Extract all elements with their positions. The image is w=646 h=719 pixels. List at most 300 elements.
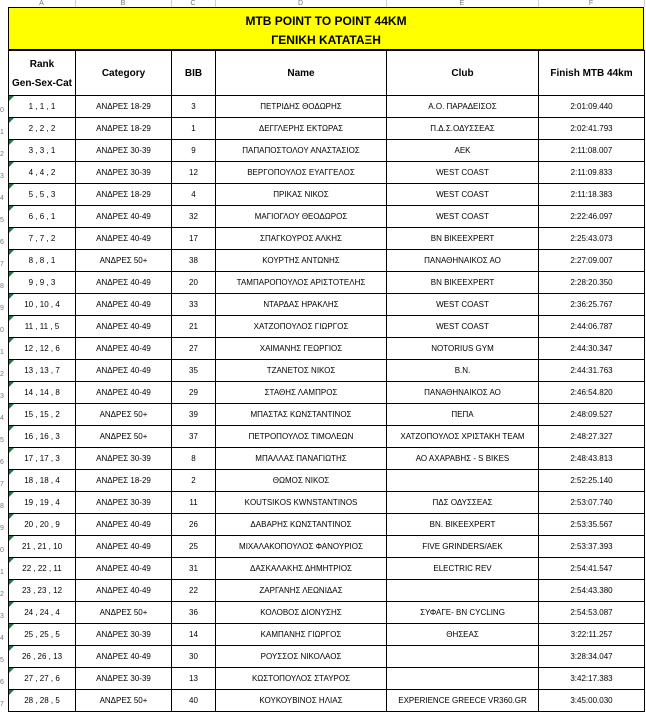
cell-rank[interactable] <box>9 646 76 668</box>
cell-finish-text: 2:54:53.087 <box>570 608 613 617</box>
cell-rank[interactable] <box>9 558 76 580</box>
cell-finish-text: 2:28:20.350 <box>570 278 613 287</box>
cell-club[interactable] <box>387 404 539 426</box>
cell-category[interactable] <box>76 118 172 140</box>
cell-club-text: ΑΕΚ <box>454 146 471 155</box>
cell-finish[interactable] <box>539 338 645 360</box>
cell-rank[interactable] <box>9 360 76 382</box>
cell-rank-text: 10 , 10 , 4 <box>24 300 60 309</box>
cell-bib[interactable] <box>172 382 216 404</box>
comment-marker-icon <box>9 492 14 497</box>
cell-finish[interactable] <box>539 492 645 514</box>
column-letter[interactable]: F <box>538 0 645 7</box>
table-row <box>9 228 645 250</box>
cell-finish[interactable] <box>539 228 645 250</box>
table-row <box>9 602 645 624</box>
cell-finish[interactable] <box>539 382 645 404</box>
cell-rank[interactable] <box>9 514 76 536</box>
cell-finish[interactable] <box>539 118 645 140</box>
cell-rank[interactable] <box>9 162 76 184</box>
cell-name[interactable] <box>216 162 387 184</box>
cell-finish[interactable] <box>539 668 645 690</box>
cell-category[interactable] <box>76 624 172 646</box>
row-number[interactable]: 7 <box>0 701 4 708</box>
cell-category[interactable] <box>76 470 172 492</box>
cell-rank[interactable] <box>9 316 76 338</box>
cell-name[interactable] <box>216 140 387 162</box>
table-row <box>9 140 645 162</box>
cell-name[interactable] <box>216 382 387 404</box>
cell-finish[interactable] <box>539 272 645 294</box>
cell-club[interactable] <box>387 382 539 404</box>
cell-name[interactable] <box>216 514 387 536</box>
cell-name[interactable] <box>216 184 387 206</box>
cell-category[interactable] <box>76 228 172 250</box>
table-row <box>9 492 645 514</box>
cell-category[interactable] <box>76 360 172 382</box>
cell-finish[interactable] <box>539 140 645 162</box>
cell-finish[interactable] <box>539 294 645 316</box>
cell-name[interactable] <box>216 338 387 360</box>
cell-club[interactable] <box>387 580 539 602</box>
cell-category-text: ΑΝΔΡΕΣ 18-29 <box>96 124 151 133</box>
comment-marker-icon <box>9 580 14 585</box>
cell-finish-text: 3:28:34.047 <box>570 652 613 661</box>
cell-name-text: ΠΕΤΡΟΠΟΥΛΟΣ ΤΙΜΟΛΕΩΝ <box>248 432 354 441</box>
cell-rank[interactable] <box>9 448 76 470</box>
cell-finish-text: 2:54:43.380 <box>570 586 613 595</box>
cell-rank[interactable] <box>9 206 76 228</box>
row-number[interactable]: 6 <box>0 239 4 246</box>
cell-club[interactable] <box>387 206 539 228</box>
cell-club-text: BN BIKEEXPERT <box>430 278 495 287</box>
cell-rank-text: 2 , 2 , 2 <box>28 124 56 133</box>
cell-category[interactable] <box>76 558 172 580</box>
row-number[interactable]: 1 <box>0 569 4 576</box>
cell-finish[interactable] <box>539 360 645 382</box>
row-number[interactable]: 0 <box>0 327 4 334</box>
cell-name[interactable] <box>216 492 387 514</box>
cell-name[interactable] <box>216 360 387 382</box>
cell-name[interactable] <box>216 316 387 338</box>
cell-rank[interactable] <box>9 294 76 316</box>
cell-finish-text: 2:53:35.567 <box>570 520 613 529</box>
cell-club[interactable] <box>387 448 539 470</box>
cell-club[interactable] <box>387 316 539 338</box>
cell-category[interactable] <box>76 646 172 668</box>
cell-bib[interactable] <box>172 206 216 228</box>
cell-name-text: KOUTSIKOS KWNSTANTINOS <box>244 498 358 507</box>
cell-bib[interactable] <box>172 646 216 668</box>
cell-bib[interactable] <box>172 294 216 316</box>
cell-category[interactable] <box>76 668 172 690</box>
row-number[interactable]: 6 <box>0 679 4 686</box>
cell-category[interactable] <box>76 294 172 316</box>
cell-category[interactable] <box>76 448 172 470</box>
cell-name[interactable] <box>216 426 387 448</box>
header-club[interactable]: Club <box>387 51 539 96</box>
cell-name[interactable] <box>216 536 387 558</box>
comment-marker-icon <box>9 536 14 541</box>
cell-club-text: ΠΕΠΑ <box>451 410 474 419</box>
row-number[interactable]: 2 <box>0 591 4 598</box>
cell-category[interactable] <box>76 338 172 360</box>
row-number[interactable]: 4 <box>0 635 4 642</box>
row-number[interactable]: 5 <box>0 437 4 444</box>
cell-bib-text: 13 <box>189 674 198 683</box>
cell-finish-text: 3:22:11.257 <box>570 630 613 639</box>
cell-bib[interactable] <box>172 118 216 140</box>
cell-finish[interactable] <box>539 184 645 206</box>
cell-rank[interactable] <box>9 140 76 162</box>
cell-club[interactable] <box>387 294 539 316</box>
cell-club[interactable] <box>387 96 539 118</box>
cell-category-text: ΑΝΔΡΕΣ 40-49 <box>96 388 151 397</box>
row-number[interactable]: 3 <box>0 393 4 400</box>
cell-club[interactable] <box>387 228 539 250</box>
cell-finish-text: 2:11:18.383 <box>570 190 613 199</box>
cell-category-text: ΑΝΔΡΕΣ 18-29 <box>96 476 151 485</box>
cell-finish-text: 2:44:30.347 <box>570 344 613 353</box>
cell-bib[interactable] <box>172 162 216 184</box>
cell-name-text: ΜΑΓΙΟΓΛΟΥ ΘΕΟΔΩΡΟΣ <box>254 212 348 221</box>
cell-name[interactable] <box>216 118 387 140</box>
row-number[interactable]: 9 <box>0 525 4 532</box>
cell-finish[interactable] <box>539 536 645 558</box>
row-number[interactable]: 5 <box>0 217 4 224</box>
cell-bib[interactable] <box>172 316 216 338</box>
cell-bib-text: 2 <box>191 476 196 485</box>
cell-bib[interactable] <box>172 492 216 514</box>
table-row <box>9 272 645 294</box>
cell-rank-text: 24 , 24 , 4 <box>24 608 60 617</box>
cell-name[interactable] <box>216 206 387 228</box>
cell-bib[interactable] <box>172 250 216 272</box>
cell-bib-text: 12 <box>189 168 198 177</box>
cell-club[interactable] <box>387 624 539 646</box>
table-row <box>9 360 645 382</box>
cell-club[interactable] <box>387 558 539 580</box>
cell-club[interactable] <box>387 360 539 382</box>
cell-finish[interactable] <box>539 646 645 668</box>
table-row <box>9 426 645 448</box>
cell-name[interactable] <box>216 470 387 492</box>
cell-bib[interactable] <box>172 536 216 558</box>
cell-finish[interactable] <box>539 96 645 118</box>
row-number[interactable]: 4 <box>0 415 4 422</box>
cell-bib[interactable] <box>172 272 216 294</box>
cell-rank[interactable] <box>9 382 76 404</box>
cell-finish[interactable] <box>539 624 645 646</box>
cell-finish[interactable] <box>539 316 645 338</box>
cell-rank[interactable] <box>9 690 76 712</box>
cell-bib[interactable] <box>172 96 216 118</box>
cell-category[interactable] <box>76 426 172 448</box>
cell-club[interactable] <box>387 690 539 712</box>
header-rank-line-1: Rank <box>29 59 55 70</box>
cell-rank[interactable] <box>9 580 76 602</box>
row-number[interactable]: 0 <box>0 547 4 554</box>
cell-category[interactable] <box>76 140 172 162</box>
cell-rank-text: 12 , 12 , 6 <box>24 344 60 353</box>
cell-club-text: FIVE GRINDERS/AEK <box>422 542 503 551</box>
cell-finish[interactable] <box>539 206 645 228</box>
cell-finish[interactable] <box>539 514 645 536</box>
row-number[interactable]: 9 <box>0 305 4 312</box>
cell-club[interactable] <box>387 668 539 690</box>
row-number[interactable]: 3 <box>0 613 4 620</box>
cell-category-text: ΑΝΔΡΕΣ 50+ <box>99 256 148 265</box>
column-letter[interactable]: B <box>75 0 172 7</box>
title-line-2: ΓΕΝΙΚΗ ΚΑΤΑΤΑΞΗ <box>271 33 381 47</box>
cell-category[interactable] <box>76 580 172 602</box>
cell-bib[interactable] <box>172 690 216 712</box>
cell-club-text: ΠΑΝΑΘΗΝΑΙΚΟΣ ΑΟ <box>424 388 501 397</box>
row-number[interactable]: 5 <box>0 657 4 664</box>
cell-club[interactable] <box>387 184 539 206</box>
cell-name[interactable] <box>216 580 387 602</box>
cell-rank[interactable] <box>9 624 76 646</box>
cell-bib[interactable] <box>172 602 216 624</box>
cell-rank-text: 11 , 11 , 5 <box>24 322 60 331</box>
cell-bib[interactable] <box>172 580 216 602</box>
cell-bib[interactable] <box>172 470 216 492</box>
cell-finish-text: 2:44:31.763 <box>570 366 613 375</box>
cell-club[interactable] <box>387 492 539 514</box>
cell-category[interactable] <box>76 602 172 624</box>
row-number[interactable]: 2 <box>0 371 4 378</box>
cell-name[interactable] <box>216 272 387 294</box>
cell-bib[interactable] <box>172 140 216 162</box>
cell-club[interactable] <box>387 272 539 294</box>
cell-category[interactable] <box>76 206 172 228</box>
table-row <box>9 382 645 404</box>
cell-rank-text: 21 , 21 , 10 <box>21 542 63 551</box>
cell-category[interactable] <box>76 690 172 712</box>
cell-club[interactable] <box>387 140 539 162</box>
cell-club[interactable] <box>387 162 539 184</box>
cell-club-text: WEST COAST <box>436 322 489 331</box>
row-number[interactable]: 6 <box>0 459 4 466</box>
cell-rank[interactable] <box>9 184 76 206</box>
cell-bib[interactable] <box>172 448 216 470</box>
cell-bib[interactable] <box>172 558 216 580</box>
header-name[interactable]: Name <box>216 51 387 96</box>
comment-marker-icon <box>9 602 14 607</box>
cell-club-text: NOTORIUS GYM <box>431 344 494 353</box>
cell-name[interactable] <box>216 690 387 712</box>
row-number[interactable]: 2 <box>0 151 4 158</box>
cell-name-text: ΣΤΑΘΗΣ ΛΑΜΠΡΟΣ <box>264 388 338 397</box>
cell-finish[interactable] <box>539 448 645 470</box>
cell-club[interactable] <box>387 470 539 492</box>
cell-bib[interactable] <box>172 184 216 206</box>
row-number[interactable]: 4 <box>0 195 4 202</box>
cell-club-text: Π.Δ.Σ.ΟΔΥΣΣΕΑΣ <box>430 124 495 133</box>
cell-finish-text: 2:46:54.820 <box>570 388 613 397</box>
table-row <box>9 580 645 602</box>
cell-name[interactable] <box>216 96 387 118</box>
cell-finish[interactable] <box>539 558 645 580</box>
cell-club[interactable] <box>387 602 539 624</box>
cell-rank[interactable] <box>9 536 76 558</box>
cell-finish[interactable] <box>539 404 645 426</box>
cell-club-text: ΣΥΦΑΓΕ- BN CYCLING <box>420 608 505 617</box>
row-number[interactable]: 1 <box>0 349 4 356</box>
cell-category[interactable] <box>76 184 172 206</box>
row-number[interactable]: 7 <box>0 261 4 268</box>
cell-club-text: ΘΗΣΕΑΣ <box>446 630 479 639</box>
cell-finish-text: 2:53:07.740 <box>570 498 613 507</box>
comment-marker-icon <box>9 360 14 365</box>
cell-club[interactable] <box>387 646 539 668</box>
cell-category-text: ΑΝΔΡΕΣ 30-39 <box>96 630 151 639</box>
column-letter[interactable]: E <box>386 0 539 7</box>
cell-name[interactable] <box>216 558 387 580</box>
comment-marker-icon <box>9 690 14 695</box>
cell-bib[interactable] <box>172 624 216 646</box>
header-rank[interactable] <box>9 51 76 96</box>
header-bib[interactable]: BIB <box>172 51 216 96</box>
cell-finish-text: 2:48:27.327 <box>570 432 613 441</box>
comment-marker-icon <box>9 448 14 453</box>
row-number[interactable]: 7 <box>0 481 4 488</box>
cell-rank[interactable] <box>9 228 76 250</box>
title-block[interactable] <box>8 7 644 50</box>
cell-bib[interactable] <box>172 514 216 536</box>
cell-rank[interactable] <box>9 602 76 624</box>
row-number[interactable]: 0 <box>0 107 4 114</box>
cell-category[interactable] <box>76 382 172 404</box>
cell-finish[interactable] <box>539 470 645 492</box>
cell-finish-text: 2:44:06.787 <box>570 322 613 331</box>
cell-rank[interactable] <box>9 272 76 294</box>
cell-club[interactable] <box>387 250 539 272</box>
cell-name-text: ΤΑΜΠΑΡΟΠΟΥΛΟΣ ΑΡΙΣΤΟΤΕΛΗΣ <box>236 278 366 287</box>
header-rank-line-2: Gen-Sex-Cat <box>11 78 72 89</box>
cell-rank[interactable] <box>9 250 76 272</box>
cell-category[interactable] <box>76 316 172 338</box>
cell-club[interactable] <box>387 426 539 448</box>
header-category[interactable]: Category <box>76 51 172 96</box>
cell-category[interactable] <box>76 96 172 118</box>
cell-name[interactable] <box>216 624 387 646</box>
row-number[interactable]: 8 <box>0 283 4 290</box>
row-number[interactable]: 1 <box>0 129 4 136</box>
cell-name-text: ΣΠΑΓΚΟΥΡΟΣ ΑΛΚΗΣ <box>260 234 342 243</box>
cell-name-text: ΔΕΓΓΛΕΡΗΣ ΕΚΤΩΡΑΣ <box>258 124 344 133</box>
cell-name[interactable] <box>216 668 387 690</box>
cell-club[interactable] <box>387 514 539 536</box>
cell-club[interactable] <box>387 118 539 140</box>
cell-category[interactable] <box>76 162 172 184</box>
header-finish[interactable]: Finish MTB 44km <box>539 51 645 96</box>
cell-category-text: ΑΝΔΡΕΣ 18-29 <box>96 190 151 199</box>
cell-finish[interactable] <box>539 602 645 624</box>
cell-finish[interactable] <box>539 426 645 448</box>
cell-rank-text: 18 , 18 , 4 <box>24 476 60 485</box>
cell-finish-text: 2:01:09.440 <box>570 102 613 111</box>
cell-name[interactable] <box>216 228 387 250</box>
cell-name[interactable] <box>216 294 387 316</box>
cell-rank[interactable] <box>9 118 76 140</box>
cell-rank[interactable] <box>9 338 76 360</box>
cell-finish-text: 2:11:09.833 <box>570 168 613 177</box>
cell-name[interactable] <box>216 250 387 272</box>
table-row <box>9 316 645 338</box>
row-number[interactable]: 8 <box>0 503 4 510</box>
cell-name[interactable] <box>216 404 387 426</box>
cell-finish[interactable] <box>539 162 645 184</box>
comment-marker-icon <box>9 118 14 123</box>
cell-bib[interactable] <box>172 338 216 360</box>
cell-category-text: ΑΝΔΡΕΣ 30-39 <box>96 674 151 683</box>
cell-name-text: ΚΟΥΚΟΥΒΙΝΟΣ ΗΛΙΑΣ <box>259 696 343 705</box>
table-row <box>9 96 645 118</box>
cell-category[interactable] <box>76 492 172 514</box>
cell-name-text: ΚΩΣΤΟΠΟΥΛΟΣ ΣΤΑΥΡΟΣ <box>251 674 351 683</box>
cell-bib[interactable] <box>172 360 216 382</box>
cell-bib-text: 32 <box>189 212 198 221</box>
cell-category[interactable] <box>76 272 172 294</box>
cell-bib[interactable] <box>172 426 216 448</box>
cell-rank-text: 3 , 3 , 1 <box>28 146 56 155</box>
column-letter[interactable]: C <box>171 0 216 7</box>
cell-category-text: ΑΝΔΡΕΣ 40-49 <box>96 212 151 221</box>
cell-category[interactable] <box>76 250 172 272</box>
cell-rank[interactable] <box>9 404 76 426</box>
cell-finish-text: 2:48:09.527 <box>570 410 613 419</box>
cell-bib[interactable] <box>172 668 216 690</box>
row-number[interactable]: 3 <box>0 173 4 180</box>
cell-category[interactable] <box>76 536 172 558</box>
column-letter[interactable]: D <box>215 0 387 7</box>
cell-name-text: ΠΕΤΡΙΔΗΣ ΘΟΔΩΡΗΣ <box>260 102 342 111</box>
cell-rank[interactable] <box>9 96 76 118</box>
cell-finish[interactable] <box>539 580 645 602</box>
cell-category[interactable] <box>76 404 172 426</box>
cell-club-text: WEST COAST <box>436 190 489 199</box>
cell-bib[interactable] <box>172 404 216 426</box>
cell-finish[interactable] <box>539 250 645 272</box>
cell-bib[interactable] <box>172 228 216 250</box>
cell-bib-text: 30 <box>189 652 198 661</box>
cell-club[interactable] <box>387 338 539 360</box>
cell-rank[interactable] <box>9 492 76 514</box>
cell-rank[interactable] <box>9 426 76 448</box>
cell-category[interactable] <box>76 514 172 536</box>
cell-name-text: ΒΕΡΓΟΠΟΥΛΟΣ ΕΥΑΓΓΕΛΟΣ <box>247 168 355 177</box>
cell-bib-text: 8 <box>191 454 196 463</box>
cell-bib-text: 14 <box>189 630 198 639</box>
cell-rank-text: 15 , 15 , 2 <box>24 410 60 419</box>
cell-finish[interactable] <box>539 690 645 712</box>
cell-club-text: ELECTRIC REV <box>433 564 492 573</box>
header-row <box>9 51 645 96</box>
cell-rank[interactable] <box>9 668 76 690</box>
cell-rank[interactable] <box>9 470 76 492</box>
cell-name[interactable] <box>216 602 387 624</box>
cell-category-text: ΑΝΔΡΕΣ 40-49 <box>96 344 151 353</box>
cell-name[interactable] <box>216 448 387 470</box>
cell-club[interactable] <box>387 536 539 558</box>
cell-category-text: ΑΝΔΡΕΣ 40-49 <box>96 322 151 331</box>
column-letter[interactable]: A <box>8 0 76 7</box>
cell-bib-text: 9 <box>191 146 196 155</box>
table-row <box>9 118 645 140</box>
cell-category-text: ΑΝΔΡΕΣ 30-39 <box>96 454 151 463</box>
cell-name[interactable] <box>216 646 387 668</box>
